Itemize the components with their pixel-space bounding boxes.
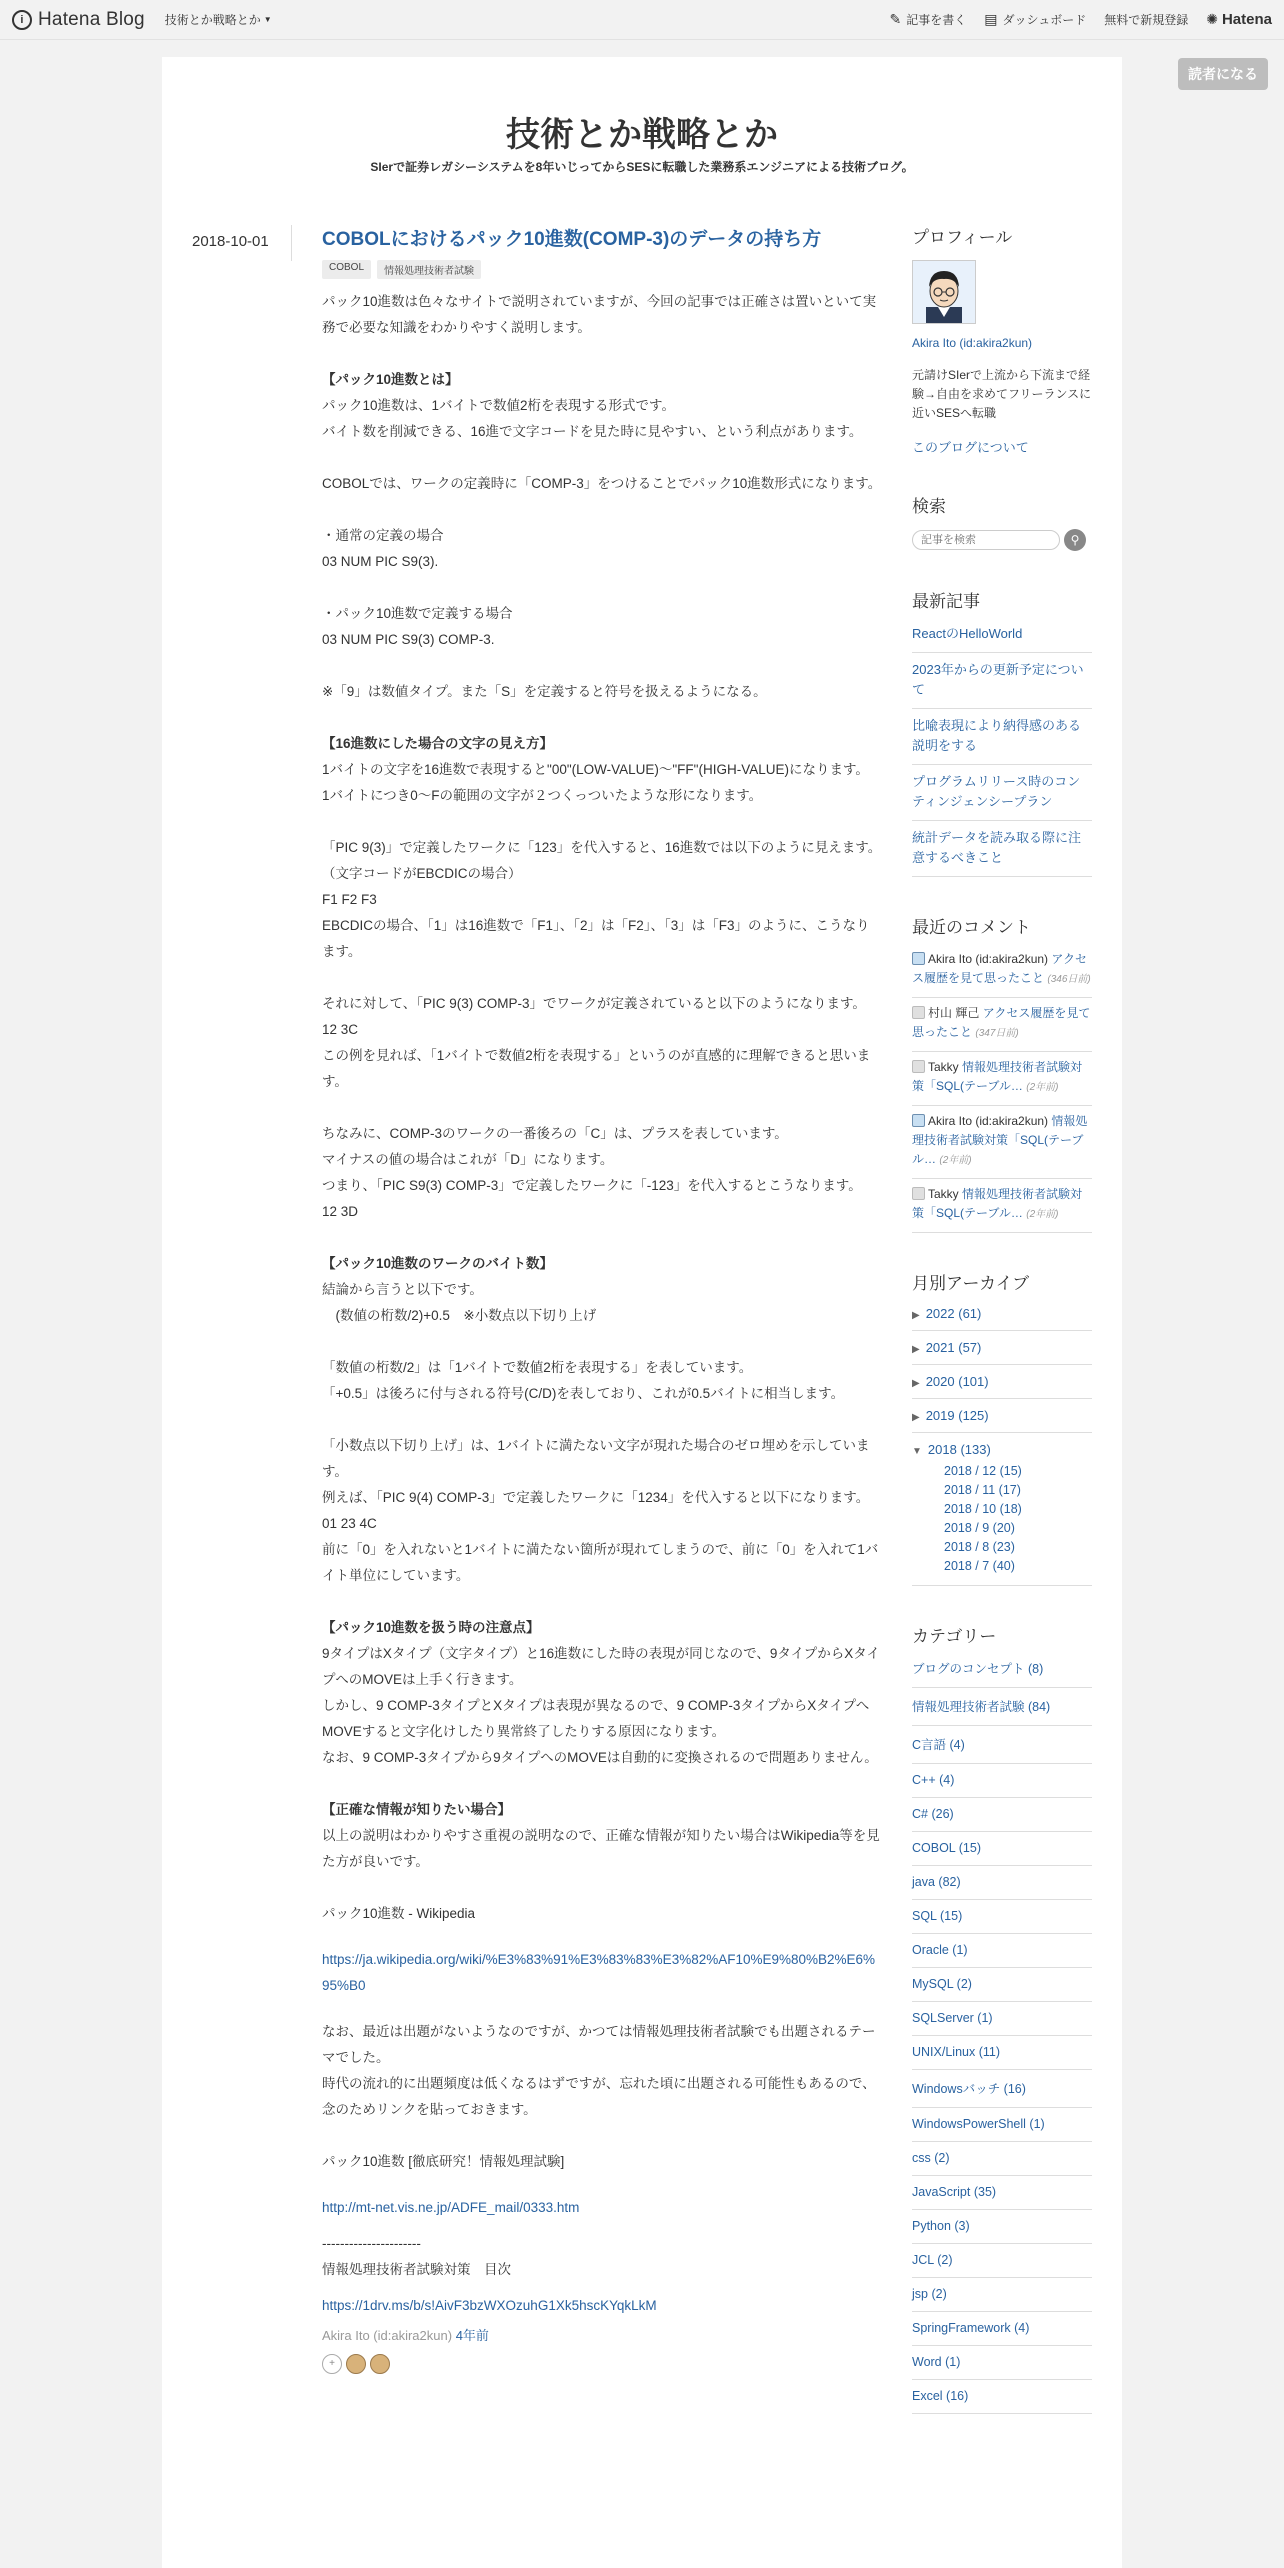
category-link[interactable]: C++ (4) (912, 1764, 1092, 1798)
wikipedia-link[interactable]: https://ja.wikipedia.org/wiki/%E3%83%91%E3%83%83%E3%82%AF10%E9%80%B2%E6%95%B0 (322, 1951, 876, 1993)
blog-container (162, 57, 1122, 2568)
section-heading: 【正確な情報が知りたい場合】 (322, 1801, 511, 1817)
paragraph: パック10進数 [徹底研究！情報処理試験] (322, 2153, 565, 2169)
entry-body-2 (322, 2019, 882, 2175)
entry-title[interactable]: COBOLにおけるパック10進数(COMP-3)のデータの持ち方 (322, 229, 822, 250)
collapsed-triangle-icon[interactable]: ▶ (912, 1378, 920, 1389)
paragraph: 「数値の桁数/2」は「1バイトで数値2桁を表現する」を表しています。 (322, 1359, 753, 1375)
paragraph: 9タイプはXタイプ（文字タイプ）と16進数にした時の表現が同じなので、9タイプからXタイプへのMOVEは上手く行きます。 (322, 1645, 880, 1687)
add-star-icon[interactable]: + (322, 2354, 342, 2374)
category-link[interactable]: ブログのコンセプト (8) (912, 1659, 1092, 1688)
comment-time: (2年前) (1026, 1209, 1059, 1220)
paragraph: 「PIC 9(3)」で定義したワークに「123」を代入すると、16進数では以下のように見えます。 (322, 839, 882, 855)
blog-title[interactable]: 技術とか戦略とか (506, 116, 778, 154)
comment-item (912, 1179, 1092, 1233)
paragraph: (数値の桁数/2)+0.5 ※小数点以下切り上げ (322, 1307, 597, 1323)
section-heading: 【パック10進数のワークのバイト数】 (322, 1255, 554, 1271)
paragraph: （文字コードがEBCDICの場合） (322, 865, 522, 881)
comments-heading: 最近のコメント (912, 918, 1031, 937)
archive-module (912, 1269, 1092, 1586)
paragraph: 03 NUM PIC S9(3). (322, 553, 439, 569)
paragraph: F1 F2 F3 (322, 891, 377, 907)
comment-time: (347日前) (975, 1028, 1019, 1039)
recent-entry-link[interactable]: ReactのHelloWorld (912, 624, 1092, 653)
category-link[interactable]: css (2) (912, 2142, 1092, 2176)
posted-ago-link[interactable]: 4年前 (455, 2327, 489, 2343)
paragraph: COBOLでは、ワークの定義時に「COMP-3」をつけることでパック10進数形式になります。 (322, 475, 882, 491)
dashboard-icon: ▤ (984, 11, 998, 27)
comment-item (912, 1052, 1092, 1106)
archive-month-link[interactable]: 2018 / 11 (17) (944, 1483, 1021, 1497)
paragraph: パック10進数 - Wikipedia (322, 1905, 476, 1921)
paragraph: 03 NUM PIC S9(3) COMP-3. (322, 631, 495, 647)
comment-entry-link[interactable]: 情報処理技術者試験対策「SQL(テーブル… (912, 1060, 1083, 1093)
paragraph: ちなみに、COMP-3のワークの一番後ろの「C」は、プラスを表しています。 (322, 1125, 788, 1141)
blank-line (322, 705, 882, 731)
dashboard-button[interactable] (984, 11, 1086, 28)
blank-line (322, 653, 882, 679)
archive-month-link[interactable]: 2018 / 10 (18) (944, 1502, 1022, 1516)
blog-menu-label: 技術とか戦略とか (164, 13, 261, 27)
recent-heading: 最新記事 (912, 592, 980, 611)
paragraph: 12 3D (322, 1203, 359, 1219)
profile-heading: プロフィール (912, 228, 1013, 247)
blank-line (322, 1589, 882, 1615)
commenter-avatar-icon (912, 1060, 925, 1073)
archive-heading: 月別アーカイブ (912, 1274, 1030, 1293)
blank-line (322, 575, 882, 601)
write-button[interactable] (889, 11, 966, 28)
paragraph: 1バイトにつき0～Fの範囲の文字が２つくっついたような形になります。 (322, 787, 763, 803)
paragraph: ※「9」は数値タイプ。また「S」を定義すると符号を扱えるようになる。 (322, 683, 767, 699)
blank-line (322, 2123, 882, 2149)
entry-body (322, 289, 882, 1927)
archive-month-link[interactable]: 2018 / 7 (40) (944, 1559, 1015, 1573)
commenter-avatar-icon (912, 1006, 925, 1019)
blank-line (322, 965, 882, 991)
write-label: 記事を書く (906, 13, 967, 27)
comment-entry-link[interactable]: 情報処理技術者試験対策「SQL(テーブル… (912, 1114, 1088, 1166)
profile-name[interactable]: Akira Ito (id:akira2kun) (912, 336, 1033, 350)
separator-line: ---------------------- (322, 2235, 421, 2251)
paragraph: マイナスの値の場合はこれが「D」になります。 (322, 1151, 614, 1167)
author-name[interactable]: Akira Ito (id:akira2kun) (322, 2327, 453, 2343)
mtnet-link[interactable]: http://mt-net.vis.ne.jp/ADFE_mail/0333.htm (322, 2199, 580, 2215)
pencil-icon: ✎ (889, 11, 902, 27)
expanded-triangle-icon[interactable]: ▼ (912, 1446, 922, 1457)
blank-line (322, 1225, 882, 1251)
avatar-icon (916, 263, 972, 323)
recent-entry-link[interactable]: 2023年からの更新予定について (912, 653, 1092, 709)
archive-month-link[interactable]: 2018 / 12 (15) (944, 1464, 1022, 1478)
blank-line (322, 445, 882, 471)
hatena-blog-logo[interactable] (12, 9, 145, 31)
category-link[interactable]: MySQL (2) (912, 1968, 1092, 2002)
caret-down-icon: ▼ (263, 15, 272, 24)
paragraph: この例を見れば、「1バイトで数値2桁を表現する」というのが直感的に理解できると思います。 (322, 1047, 871, 1089)
paragraph: ・パック10進数で定義する場合 (322, 605, 513, 621)
entry-categories (322, 260, 882, 279)
blank-line (322, 497, 882, 523)
blank-line (322, 341, 882, 367)
blog-description: SIerで証券レガシーシステムを8年いじってからSESに転職した業務系エンジニアによる技術ブログ。 (370, 160, 914, 174)
comment-entry-link[interactable]: アクセス履歴を見て思ったこと (912, 1006, 1091, 1039)
collapsed-triangle-icon[interactable]: ▶ (912, 1344, 920, 1355)
entry-footer (322, 2325, 882, 2344)
recent-entry-link[interactable]: 比喩表現により納得感のある説明をする (912, 709, 1092, 765)
paragraph: 例えば、「PIC 9(4) COMP-3」で定義したワークに「1234」を代入すると以下になります。 (322, 1489, 870, 1505)
category-heading: カテゴリー (912, 1627, 997, 1646)
paragraph: 「小数点以下切り上げ」は、1バイトに満たない文字が現れた場合のゼロ埋めを示しています。 (322, 1437, 870, 1479)
commenter-name[interactable]: Takky (928, 1060, 959, 1074)
signup-link[interactable] (1104, 11, 1188, 28)
profile-avatar[interactable] (912, 260, 976, 324)
comment-time: (2年前) (1026, 1082, 1059, 1093)
category-link[interactable]: JavaScript (35) (912, 2176, 1092, 2210)
paragraph: 以上の説明はわかりやすさ重視の説明なので、正確な情報が知りたい場合はWikipedia等を見た方が良いです。 (322, 1827, 880, 1869)
category-link[interactable]: java (82) (912, 1866, 1092, 1900)
category-link[interactable]: UNIX/Linux (11) (912, 2036, 1092, 2070)
category-link[interactable]: SQL (15) (912, 1900, 1092, 1934)
hatena-menu[interactable] (1206, 11, 1272, 28)
archive-year-link[interactable]: 2021 (57) (925, 1340, 982, 1355)
commenter-name[interactable]: 村山 輝己 (928, 1006, 980, 1020)
blank-line (322, 1407, 882, 1433)
subscribe-button[interactable]: 読者になる (1178, 58, 1268, 90)
search-icon[interactable]: ⚲ (1064, 529, 1086, 551)
category-link[interactable]: Word (1) (912, 2346, 1092, 2380)
global-header (0, 0, 1284, 40)
archive-year[interactable] (912, 1331, 1092, 1365)
hatena-logo-icon: i (12, 10, 32, 30)
archive-year-link[interactable]: 2022 (61) (925, 1306, 982, 1321)
profile-module (912, 223, 1092, 456)
collapsed-triangle-icon[interactable]: ▶ (912, 1310, 920, 1321)
toc-label: 情報処理技術者試験対策 目次 (322, 2261, 511, 2277)
sidebar (912, 223, 1092, 2450)
recent-entry-link[interactable]: プログラムリリース時のコンティンジェンシープラン (912, 765, 1092, 821)
hatena-label: Hatena (1221, 11, 1272, 28)
paragraph: ・通常の定義の場合 (322, 527, 444, 543)
search-module (912, 492, 1092, 551)
comment-entry-link[interactable]: 情報処理技術者試験対策「SQL(テーブル… (912, 1187, 1083, 1220)
recent-entries-module (912, 587, 1092, 877)
paragraph: 「+0.5」は後ろに付与される符号(C/D)を表しており、これが0.5バイトに相当します。 (322, 1385, 845, 1401)
entry-links (322, 1937, 882, 2009)
paragraph: パック10進数は、1バイトで数値2桁を表現する形式です。 (322, 397, 675, 413)
entry-date[interactable]: 2018-10-01 (192, 233, 269, 250)
comment-item (912, 1106, 1092, 1179)
category-link[interactable]: C言語 (4) (912, 1726, 1092, 1764)
paragraph: パック10進数は色々なサイトで説明されていますが、今回の記事では正確さは置いといて実務で必要な知識をわかりやすく説明します。 (322, 293, 877, 335)
paragraph: つまり、「PIC S9(3) COMP-3」で定義したワークに「-123」を代入するとこうなります。 (322, 1177, 862, 1193)
commenter-name[interactable]: Takky (928, 1187, 959, 1201)
paragraph: なお、9 COMP-3タイプから9タイプへのMOVEは自動的に変換されるので問題ありません。 (322, 1749, 878, 1765)
paragraph: 時代の流れ的に出題頻度は低くなるはずですが、忘れた頃に出題される可能性もあるので、念のためリンクを貼っておきます。 (322, 2075, 876, 2117)
paragraph: バイト数を削減できる、16進で文字コードを見た時に見やすい、という利点があります。 (322, 423, 863, 439)
archive-year-link[interactable]: 2020 (101) (925, 1374, 989, 1389)
paragraph: しかし、9 COMP-3タイプとXタイプは表現が異なるので、9 COMP-3タイプからXタイプへMOVEすると文字化けしたり異常終了したりする原因になります。 (322, 1697, 870, 1739)
commenter-name[interactable]: Akira Ito (id:akira2kun) (928, 952, 1049, 966)
paragraph: 1バイトの文字を16進数で表現すると"00"(LOW-VALUE)～"FF"(HIGH-VALUE)になります。 (322, 761, 869, 777)
about-blog-link[interactable]: このブログについて (912, 440, 1029, 455)
toc-link[interactable]: https://1drv.ms/b/s!AivF3bzWXOzuhG1Xk5hscKYqkLkM (322, 2297, 657, 2313)
star-area (322, 2354, 882, 2374)
comment-time: (346日前) (1047, 974, 1091, 985)
archive-month-link[interactable]: 2018 / 9 (20) (944, 1521, 1015, 1535)
entry-category-tag[interactable]: 情報処理技術者試験 (377, 260, 481, 279)
category-link[interactable]: Python (3) (912, 2210, 1092, 2244)
archive-year[interactable] (912, 1433, 1092, 1586)
category-link[interactable]: jsp (2) (912, 2278, 1092, 2312)
signup-label: 無料で新規登録 (1104, 13, 1189, 27)
paragraph: 前に「0」を入れないと1バイトに満たない箇所が現れてしまうので、前に「0」を入れて1バイト単位にしています。 (322, 1541, 879, 1583)
category-link[interactable]: 情報処理技術者試験 (84) (912, 1688, 1092, 1726)
paragraph: EBCDICの場合、「1」は16進数で「F1」、「2」は「F2」、「3」は「F3」のように、こうなります。 (322, 917, 870, 959)
dashboard-label: ダッシュボード (1002, 13, 1087, 27)
blank-line (322, 1329, 882, 1355)
archive-year-link[interactable]: 2018 (133) (927, 1442, 991, 1457)
archive-year[interactable] (912, 1306, 1092, 1331)
star-user-avatar[interactable] (370, 2354, 390, 2374)
blank-line (322, 809, 882, 835)
archive-months (944, 1462, 1092, 1576)
category-link[interactable]: SpringFramework (4) (912, 2312, 1092, 2346)
paragraph: 01 23 4C (322, 1515, 377, 1531)
archive-year[interactable] (912, 1399, 1092, 1433)
category-link[interactable]: WindowsPowerShell (1) (912, 2108, 1092, 2142)
archive-month-link[interactable]: 2018 / 8 (23) (944, 1540, 1015, 1554)
entry (322, 227, 882, 2374)
blank-line (322, 1095, 882, 1121)
comment-time: (2年前) (939, 1155, 972, 1166)
category-link[interactable]: C# (26) (912, 1798, 1092, 1832)
logo-text: Hatena Blog (38, 8, 145, 30)
star-user-avatar[interactable] (346, 2354, 366, 2374)
blank-line (322, 1771, 882, 1797)
commenter-avatar-icon (912, 1114, 925, 1127)
profile-description: 元請けSIerで上流から下流まで経験→自由を求めてフリーランスに近いSESへ転職 (912, 368, 1092, 420)
blank-line (322, 1875, 882, 1901)
collapsed-triangle-icon[interactable]: ▶ (912, 1412, 920, 1423)
category-link[interactable]: SQLServer (1) (912, 2002, 1092, 2036)
category-link[interactable]: JCL (2) (912, 2244, 1092, 2278)
date-divider (291, 225, 292, 261)
paragraph: 12 3C (322, 1021, 359, 1037)
comment-item (912, 998, 1092, 1052)
commenter-avatar-icon (912, 952, 925, 965)
category-link[interactable]: Windowsバッチ (16) (912, 2070, 1092, 2108)
category-link[interactable]: Excel (16) (912, 2380, 1092, 2414)
recent-comments-module (912, 913, 1092, 1233)
archive-year-link[interactable]: 2019 (125) (925, 1408, 989, 1423)
category-module (912, 1622, 1092, 2414)
commenter-name[interactable]: Akira Ito (id:akira2kun) (928, 1114, 1049, 1128)
commenter-avatar-icon (912, 1187, 925, 1200)
paragraph: 結論から言うと以下です。 (322, 1281, 483, 1297)
entry-category-tag[interactable]: COBOL (322, 260, 371, 279)
section-heading: 【パック10進数を扱う時の注意点】 (322, 1619, 540, 1635)
archive-year[interactable] (912, 1365, 1092, 1399)
section-heading: 【パック10進数とは】 (322, 371, 459, 387)
category-link[interactable]: COBOL (15) (912, 1832, 1092, 1866)
recent-entry-link[interactable]: 統計データを読み取る際に注意するべきこと (912, 821, 1092, 877)
search-input[interactable] (912, 530, 1060, 550)
comment-item (912, 950, 1092, 998)
comment-entry-link[interactable]: アクセス履歴を見て思ったこと (912, 952, 1088, 985)
search-heading: 検索 (912, 497, 946, 516)
hatena-sun-icon: ✺ (1206, 11, 1218, 27)
paragraph: なお、最近は出題がないようなのですが、かつては情報処理技術者試験でも出題されるテーマでした。 (322, 2023, 876, 2065)
paragraph: それに対して、「PIC 9(3) COMP-3」でワークが定義されていると以下のようになります。 (322, 995, 866, 1011)
category-link[interactable]: Oracle (1) (912, 1934, 1092, 1968)
blog-menu[interactable] (165, 11, 272, 28)
section-heading: 【16進数にした場合の文字の見え方】 (322, 735, 554, 751)
